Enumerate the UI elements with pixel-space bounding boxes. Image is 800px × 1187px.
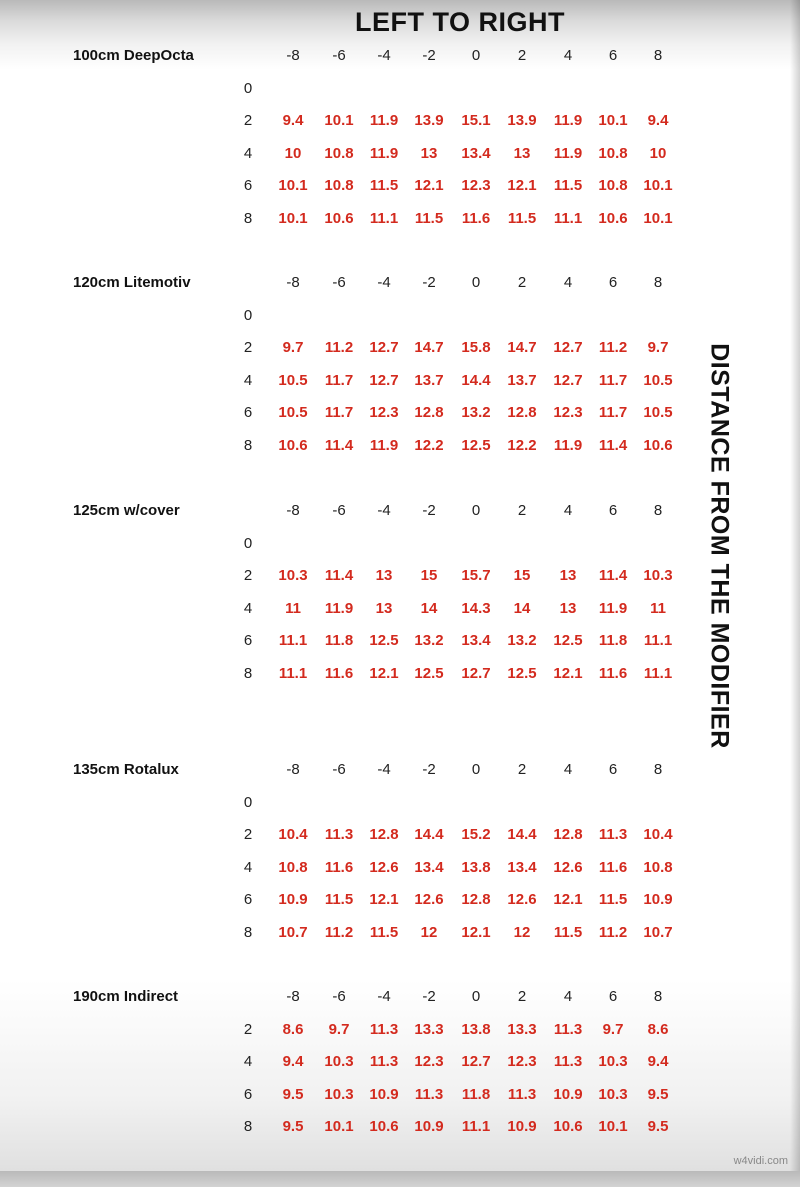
table-cell: 9.7: [328, 1021, 350, 1038]
table-cell: 10.9: [553, 1086, 583, 1103]
table-cell: 10.5: [278, 404, 308, 421]
table-cell: 11.4: [324, 567, 354, 584]
table-cell: 9.5: [282, 1086, 304, 1103]
table-cell: 13.9: [414, 112, 444, 129]
table-cell: 10.8: [598, 145, 628, 162]
table-cell: 11.7: [598, 404, 628, 421]
row-label: 6: [243, 404, 253, 421]
table-cell: 11.6: [461, 210, 491, 227]
table-cell: 13.4: [507, 859, 537, 876]
table-cell: 11.6: [324, 665, 354, 682]
section-title: 125cm w/cover: [73, 502, 180, 519]
table-cell: 13.7: [414, 372, 444, 389]
table-cell: 13: [375, 567, 393, 584]
column-header: -8: [286, 502, 300, 519]
table-cell: 11.7: [598, 372, 628, 389]
table-cell: 13.4: [414, 859, 444, 876]
table-cell: 10.1: [324, 1118, 354, 1135]
table-cell: 11.1: [643, 632, 673, 649]
section: [0, 273, 700, 473]
table-cell: 11.9: [369, 112, 399, 129]
column-header: 6: [608, 761, 618, 778]
table-cell: 10.3: [643, 567, 673, 584]
section-title: 100cm DeepOcta: [73, 47, 194, 64]
table-cell: 11.5: [553, 177, 583, 194]
table-cell: 12.5: [553, 632, 583, 649]
column-header: -6: [332, 988, 346, 1005]
column-header: 6: [608, 47, 618, 64]
table-cell: 11.5: [414, 210, 444, 227]
table-cell: 13.2: [461, 404, 491, 421]
table-cell: 12.3: [461, 177, 491, 194]
table-cell: 15.8: [461, 339, 491, 356]
table-cell: 12.3: [507, 1053, 537, 1070]
table-cell: 13: [420, 145, 438, 162]
table-cell: 12.3: [369, 404, 399, 421]
table-cell: 10.3: [598, 1086, 628, 1103]
row-label: 8: [243, 1118, 253, 1135]
column-header: 4: [563, 502, 573, 519]
column-header: 6: [608, 502, 618, 519]
table-cell: 12.5: [507, 665, 537, 682]
table-cell: 10.6: [643, 437, 673, 454]
table-cell: 11.9: [369, 437, 399, 454]
table-cell: 10.3: [278, 567, 308, 584]
row-label: 8: [243, 924, 253, 941]
table-cell: 14.3: [461, 600, 491, 617]
column-header: -4: [377, 47, 391, 64]
table-cell: 12.6: [507, 891, 537, 908]
row-label: 2: [243, 112, 253, 129]
column-header: 0: [471, 761, 481, 778]
column-header: 8: [653, 274, 663, 291]
row-label: 4: [243, 145, 253, 162]
table-cell: 11.2: [598, 924, 628, 941]
column-header: 8: [653, 47, 663, 64]
column-header: -6: [332, 761, 346, 778]
table-cell: 12.2: [414, 437, 444, 454]
row-label: 2: [243, 567, 253, 584]
column-header: 8: [653, 988, 663, 1005]
table-cell: 11.3: [553, 1053, 583, 1070]
table-cell: 12.6: [369, 859, 399, 876]
table-cell: 11.5: [598, 891, 628, 908]
table-cell: 10.1: [324, 112, 354, 129]
table-cell: 10.6: [598, 210, 628, 227]
column-header: -4: [377, 274, 391, 291]
section: [0, 760, 700, 960]
table-cell: 12.5: [461, 437, 491, 454]
table-cell: 9.4: [647, 1053, 669, 1070]
table-cell: 11.7: [324, 404, 354, 421]
table-cell: 14.4: [414, 826, 444, 843]
table-cell: 10.1: [598, 112, 628, 129]
table-cell: 10.4: [643, 826, 673, 843]
side-axis-title: DISTANCE FROM THE MODIFIER: [705, 343, 734, 749]
table-cell: 9.4: [282, 1053, 304, 1070]
table-cell: 9.5: [647, 1086, 669, 1103]
table-cell: 12.7: [369, 339, 399, 356]
column-header: -8: [286, 274, 300, 291]
table-cell: 11.3: [414, 1086, 444, 1103]
row-label: 4: [243, 1053, 253, 1070]
table-cell: 13.3: [414, 1021, 444, 1038]
table-cell: 10.9: [369, 1086, 399, 1103]
table-cell: 10.8: [324, 177, 354, 194]
table-cell: 11.5: [369, 924, 399, 941]
table-cell: 12.1: [461, 924, 491, 941]
table-cell: 13.8: [461, 859, 491, 876]
table-cell: 12.1: [414, 177, 444, 194]
row-label: 6: [243, 1086, 253, 1103]
table-cell: 12.5: [369, 632, 399, 649]
table-cell: 10.4: [278, 826, 308, 843]
watermark: w4vidi.com: [733, 1155, 788, 1167]
table-cell: 10.1: [643, 210, 673, 227]
column-header: -2: [422, 47, 436, 64]
table-cell: 12.7: [553, 372, 583, 389]
table-cell: 11.9: [553, 145, 583, 162]
table-cell: 12.6: [414, 891, 444, 908]
table-cell: 10.9: [278, 891, 308, 908]
table-cell: 10.1: [598, 1118, 628, 1135]
column-header: 0: [471, 502, 481, 519]
table-cell: 11.5: [507, 210, 537, 227]
table-cell: 13.4: [461, 145, 491, 162]
column-header: -2: [422, 274, 436, 291]
column-header: -2: [422, 761, 436, 778]
table-cell: 13.2: [414, 632, 444, 649]
table-cell: 11.2: [324, 924, 354, 941]
section: [0, 501, 700, 701]
table-cell: 10.8: [643, 859, 673, 876]
row-label: 0: [243, 535, 253, 552]
table-cell: 10.3: [324, 1086, 354, 1103]
table-cell: 10.3: [598, 1053, 628, 1070]
table-cell: 12.7: [553, 339, 583, 356]
column-header: -4: [377, 761, 391, 778]
table-cell: 13.3: [507, 1021, 537, 1038]
table-cell: 15.2: [461, 826, 491, 843]
row-label: 4: [243, 372, 253, 389]
table-cell: 12.1: [553, 891, 583, 908]
table-cell: 11: [285, 600, 301, 617]
column-header: -2: [422, 988, 436, 1005]
table-cell: 11.9: [553, 437, 583, 454]
column-header: 2: [517, 274, 527, 291]
column-header: -8: [286, 761, 300, 778]
table-cell: 8.6: [647, 1021, 669, 1038]
column-header: -4: [377, 502, 391, 519]
table-cell: 13: [559, 600, 577, 617]
table-cell: 10.5: [643, 372, 673, 389]
table-cell: 10.9: [643, 891, 673, 908]
table-cell: 11.1: [643, 665, 673, 682]
table-cell: 10.7: [643, 924, 673, 941]
table-cell: 9.7: [602, 1021, 624, 1038]
table-cell: 11.5: [324, 891, 354, 908]
column-header: 2: [517, 761, 527, 778]
table-cell: 12.7: [461, 665, 491, 682]
table-cell: 14.4: [507, 826, 537, 843]
row-label: 8: [243, 210, 253, 227]
table-cell: 15: [420, 567, 438, 584]
table-cell: 11.1: [553, 210, 583, 227]
table-cell: 13.2: [507, 632, 537, 649]
table-cell: 11.1: [461, 1118, 491, 1135]
table-cell: 12.7: [461, 1053, 491, 1070]
table-cell: 14: [513, 600, 531, 617]
table-cell: 12.7: [369, 372, 399, 389]
column-header: -6: [332, 274, 346, 291]
column-header: 6: [608, 274, 618, 291]
table-cell: 10: [284, 145, 302, 162]
table-cell: 11.1: [278, 632, 308, 649]
table-cell: 10.6: [553, 1118, 583, 1135]
table-cell: 11.3: [324, 826, 354, 843]
row-label: 2: [243, 826, 253, 843]
row-label: 0: [243, 794, 253, 811]
table-cell: 12.8: [414, 404, 444, 421]
column-header: 6: [608, 988, 618, 1005]
table-cell: 12.1: [507, 177, 537, 194]
table-cell: 12.1: [369, 665, 399, 682]
table-cell: 10.8: [324, 145, 354, 162]
table-cell: 11.9: [369, 145, 399, 162]
column-header: -8: [286, 47, 300, 64]
row-label: 6: [243, 177, 253, 194]
table-cell: 9.7: [647, 339, 669, 356]
table-cell: 13.7: [507, 372, 537, 389]
table-cell: 15.1: [461, 112, 491, 129]
table-cell: 10.6: [324, 210, 354, 227]
row-label: 2: [243, 1021, 253, 1038]
table-cell: 9.5: [647, 1118, 669, 1135]
table-cell: 12.8: [461, 891, 491, 908]
table-cell: 13: [559, 567, 577, 584]
table-cell: 9.4: [647, 112, 669, 129]
table-cell: 10.6: [278, 437, 308, 454]
table-cell: 12.8: [369, 826, 399, 843]
table-cell: 13.4: [461, 632, 491, 649]
table-cell: 10.9: [507, 1118, 537, 1135]
table-cell: 14: [420, 600, 438, 617]
table-cell: 11.4: [598, 437, 628, 454]
row-label: 8: [243, 665, 253, 682]
table-cell: 13: [513, 145, 531, 162]
column-header: 0: [471, 274, 481, 291]
table-cell: 11.4: [324, 437, 354, 454]
table-cell: 11.2: [598, 339, 628, 356]
table-cell: 11.8: [598, 632, 628, 649]
table-cell: 8.6: [282, 1021, 304, 1038]
row-label: 4: [243, 859, 253, 876]
column-header: -6: [332, 47, 346, 64]
table-cell: 11.7: [324, 372, 354, 389]
section: [0, 987, 700, 1187]
table-cell: 12.5: [414, 665, 444, 682]
table-cell: 11.9: [553, 112, 583, 129]
table-cell: 12.1: [553, 665, 583, 682]
column-header: 2: [517, 988, 527, 1005]
table-cell: 10.1: [278, 210, 308, 227]
table-cell: 11.6: [598, 665, 628, 682]
table-cell: 15.7: [461, 567, 491, 584]
table-cell: 11.3: [553, 1021, 583, 1038]
table-cell: 11.5: [369, 177, 399, 194]
table-cell: 11.3: [507, 1086, 537, 1103]
section-title: 190cm Indirect: [73, 988, 179, 1005]
table-cell: 12.3: [553, 404, 583, 421]
column-header: 4: [563, 988, 573, 1005]
table-cell: 10.5: [643, 404, 673, 421]
table-cell: 12.2: [507, 437, 537, 454]
table-cell: 11.4: [598, 567, 628, 584]
table-cell: 11.2: [324, 339, 354, 356]
column-header: 4: [563, 761, 573, 778]
table-cell: 10.6: [369, 1118, 399, 1135]
column-header: 0: [471, 988, 481, 1005]
column-header: -6: [332, 502, 346, 519]
row-label: 6: [243, 632, 253, 649]
table-cell: 10.8: [598, 177, 628, 194]
column-header: -8: [286, 988, 300, 1005]
table-cell: 12: [420, 924, 438, 941]
column-header: 2: [517, 47, 527, 64]
table-cell: 14.7: [507, 339, 537, 356]
table-cell: 9.5: [282, 1118, 304, 1135]
column-header: 4: [563, 274, 573, 291]
table-cell: 10.7: [278, 924, 308, 941]
table-cell: 12.3: [414, 1053, 444, 1070]
table-cell: 11.8: [324, 632, 354, 649]
table-cell: 11.9: [324, 600, 354, 617]
table-cell: 10.5: [278, 372, 308, 389]
table-cell: 14.4: [461, 372, 491, 389]
table-cell: 10.1: [278, 177, 308, 194]
table-cell: 10.9: [414, 1118, 444, 1135]
page-title: LEFT TO RIGHT: [355, 7, 565, 37]
table-cell: 11.1: [369, 210, 399, 227]
column-header: 8: [653, 761, 663, 778]
table-cell: 12.6: [553, 859, 583, 876]
table-cell: 11.9: [598, 600, 628, 617]
table-cell: 11.5: [553, 924, 583, 941]
table-cell: 11: [650, 600, 666, 617]
table-cell: 11.3: [369, 1053, 399, 1070]
table-cell: 10.3: [324, 1053, 354, 1070]
row-label: 0: [243, 80, 253, 97]
screen-edge-shade: [790, 0, 800, 1171]
table-cell: 12.1: [369, 891, 399, 908]
row-label: 2: [243, 339, 253, 356]
section-title: 135cm Rotalux: [73, 761, 179, 778]
table-cell: 13.8: [461, 1021, 491, 1038]
table-cell: 12: [513, 924, 531, 941]
table-cell: 9.7: [282, 339, 304, 356]
row-label: 0: [243, 307, 253, 324]
table-cell: 15: [513, 567, 531, 584]
table-cell: 11.6: [598, 859, 628, 876]
table-cell: 14.7: [414, 339, 444, 356]
row-label: 8: [243, 437, 253, 454]
column-header: 8: [653, 502, 663, 519]
table-cell: 11.3: [369, 1021, 399, 1038]
row-label: 4: [243, 600, 253, 617]
table-cell: 10: [649, 145, 667, 162]
table-cell: 10.1: [643, 177, 673, 194]
column-header: 0: [471, 47, 481, 64]
section: [0, 46, 700, 246]
column-header: -2: [422, 502, 436, 519]
row-label: 6: [243, 891, 253, 908]
table-cell: 11.8: [461, 1086, 491, 1103]
table-cell: 10.8: [278, 859, 308, 876]
section-title: 120cm Litemotiv: [73, 274, 191, 291]
table-cell: 12.8: [553, 826, 583, 843]
column-header: 2: [517, 502, 527, 519]
table-cell: 13: [375, 600, 393, 617]
table-cell: 12.8: [507, 404, 537, 421]
table-cell: 11.3: [598, 826, 628, 843]
column-header: 4: [563, 47, 573, 64]
table-cell: 11.1: [278, 665, 308, 682]
column-header: -4: [377, 988, 391, 1005]
table-cell: 13.9: [507, 112, 537, 129]
table-cell: 9.4: [282, 112, 304, 129]
table-cell: 11.6: [324, 859, 354, 876]
